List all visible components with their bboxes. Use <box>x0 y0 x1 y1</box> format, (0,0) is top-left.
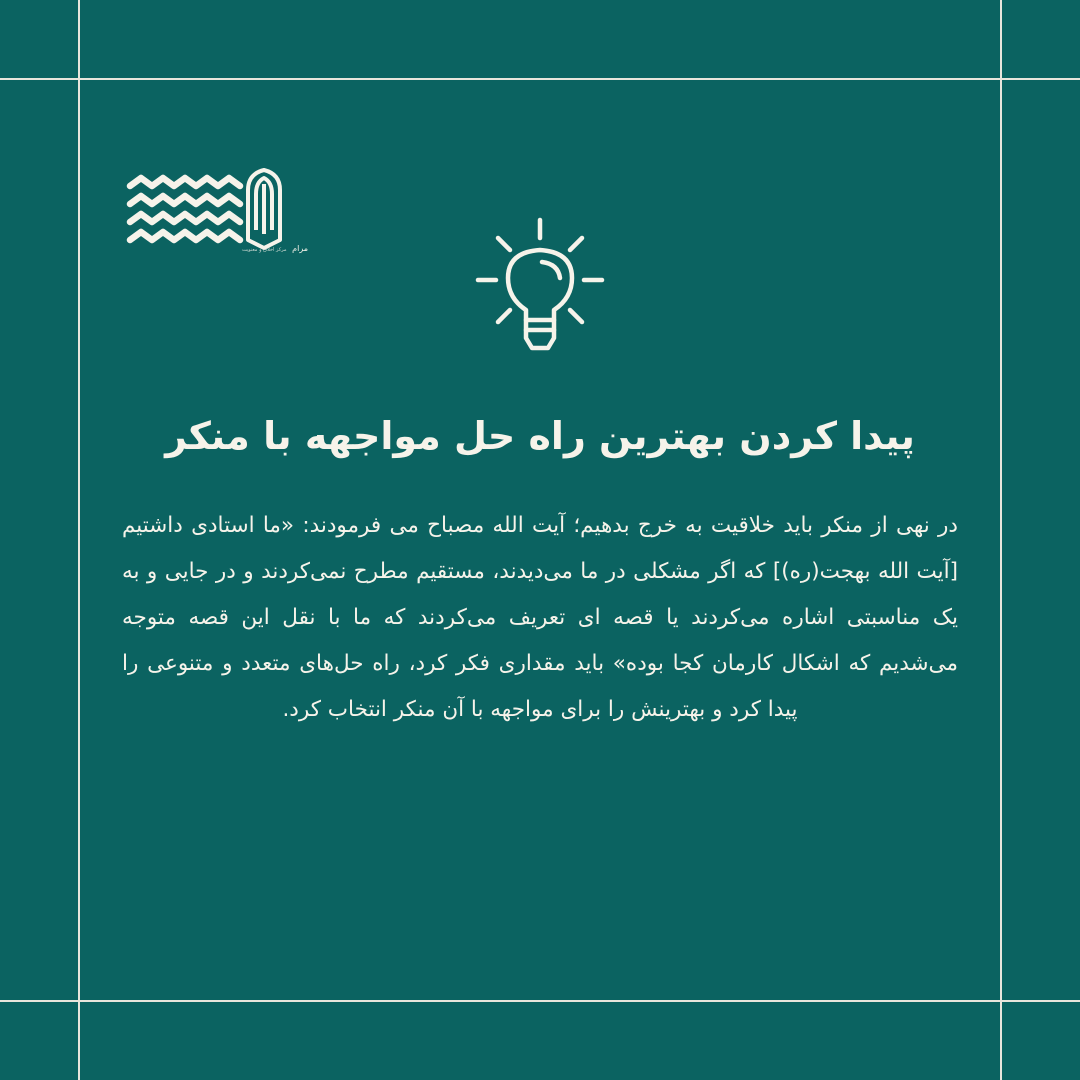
logo-wordmark <box>242 244 308 253</box>
logo-subtitle: مرکز اخلاق و معنویت <box>242 247 287 253</box>
body-paragraph: در نهی از منکر باید خلاقیت به خرج بدهیم؛ آیت الله مصباح می فرمودند: «ما استادی داشتیم [آیت الله بهجت(ره)] که اگر مشکلی در ما می‌دیدند، مستقیم مطرح نمی‌کردند و در جایی و به یک مناسبتی اشاره می‌کردند یا قصه ای تعریف می‌کردند که ما با نقل این قصه متوجه می‌شدیم که اشکال کارمان کجا بوده» باید مقداری فکر کرد، راه حل‌های متعدد و متنوعی را پیدا کرد و بهترینش را برای مواجهه با آن منکر انتخاب کرد. <box>122 513 958 722</box>
logo-name: مرام <box>292 244 309 253</box>
lightbulb-icon <box>470 212 610 357</box>
frame-line-top <box>0 78 1080 80</box>
frame-line-left <box>78 0 80 1080</box>
frame-line-bottom <box>0 1000 1080 1002</box>
page-title: پیدا کردن بهترین راه حل مواجهه با منکر <box>165 414 915 458</box>
frame-line-right <box>1000 0 1002 1080</box>
